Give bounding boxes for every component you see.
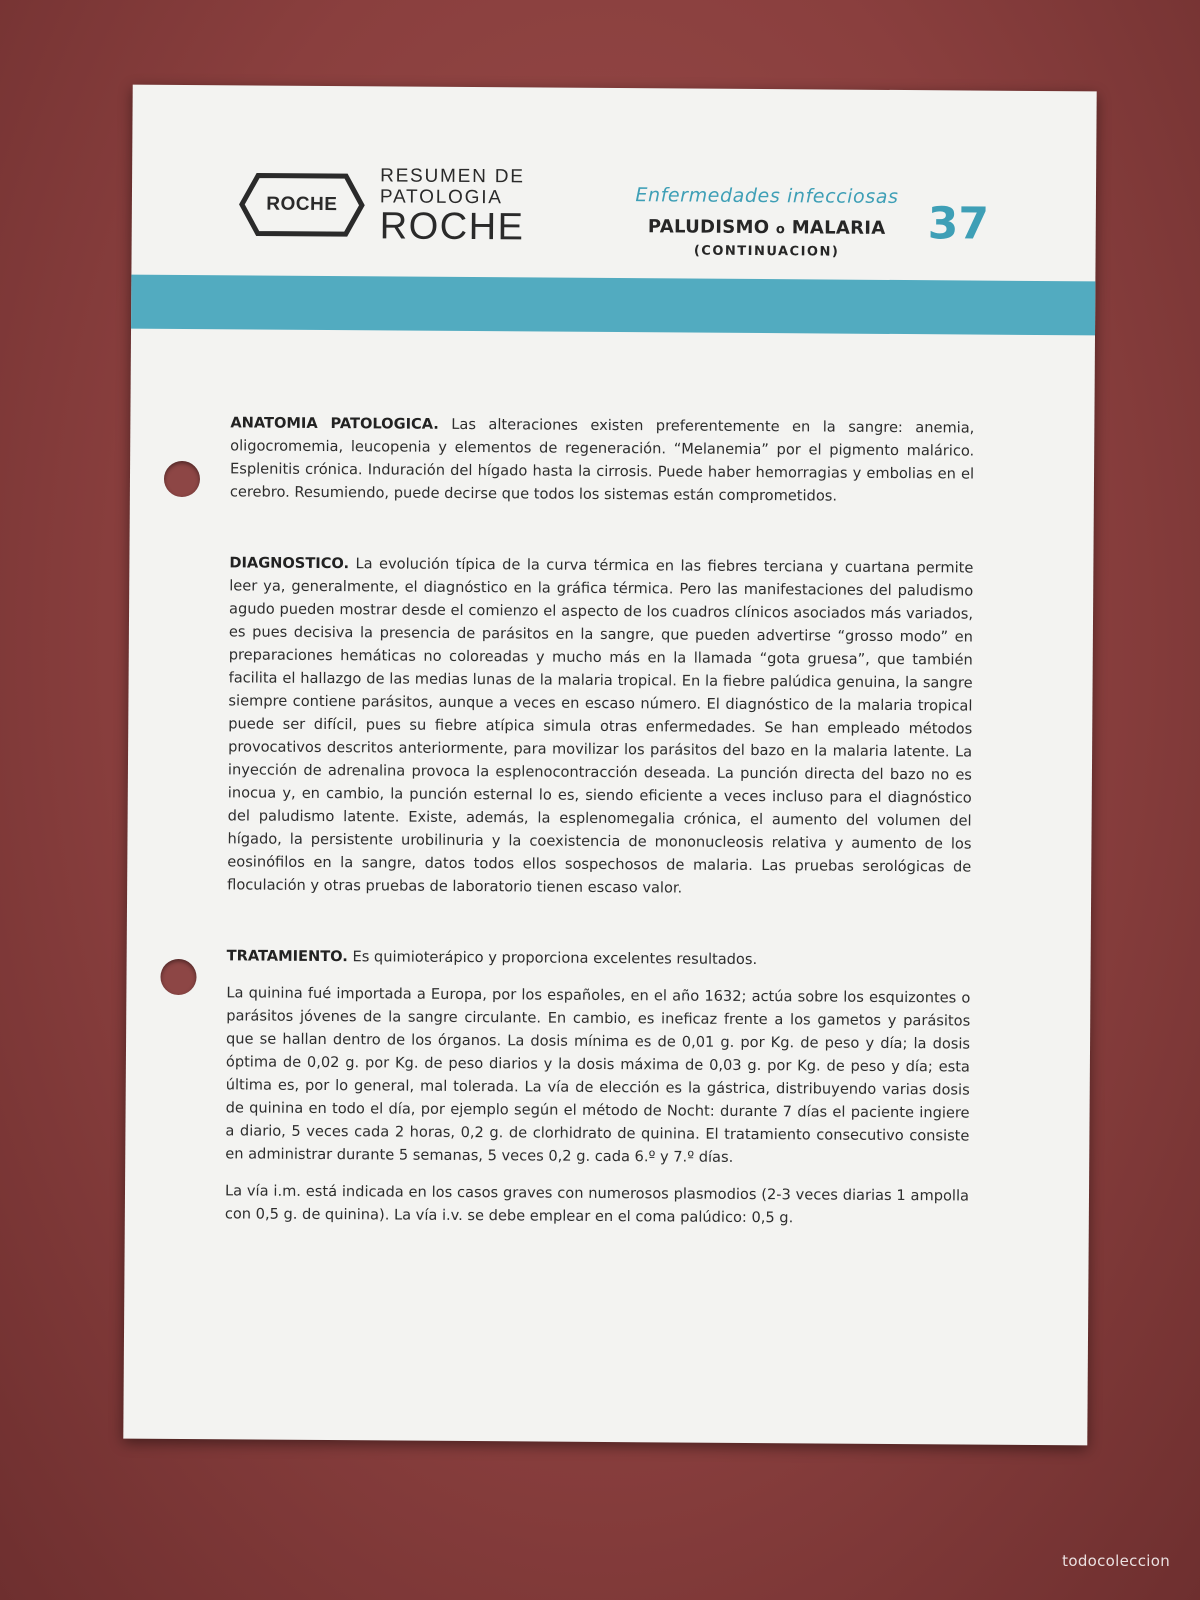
accent-band (131, 275, 1095, 336)
section-heading-tratamiento: TRATAMIENTO. (226, 947, 348, 966)
document-body (225, 411, 975, 1230)
section-tratamiento (227, 944, 971, 972)
series-line-2: PATOLOGIA (379, 186, 503, 209)
section-text-anatomia: Las alteraciones existen preferentemente en la sangre: anemia, oligocromemia, leucopenia y elementos de regeneración. “Melanemia” por el pigmento malárico. Esplenitis crónica. Induración del hígado hasta la cirrosis. Puede haber hemorragias y embolias en el cerebro. Resumiendo, puede decirse que todos los sistemas están comprometidos. (229, 415, 975, 505)
binder-hole-bottom (160, 959, 196, 995)
series-title (379, 165, 525, 249)
logo-text: ROCHE (266, 193, 338, 216)
title-connector: o (775, 222, 786, 238)
title-part-2: MALARIA (791, 217, 886, 239)
section-text-diagnostico: La evolución típica de la curva térmica en las fiebres terciana y cuartana permite leer ya, generalmente, el diagnóstico en la gráfica térmica. Pero las manifestaciones del paludismo agudo pueden mostrar desde el comienzo el aspecto de los cuadros clínicos asociados más variados, es pues decisiva la presencia de parásitos en la sangre, que pueden advertirse “grosso modo” en preparaciones hemáticas no coloreadas y mucho más en la llamada “gota gruesa”, que también facilita el hallazgo de las medias lunas de la malaria tropical. En la fiebre palúdica genuina, la sangre siempre contiene parásitos, aunque a veces en escaso número. El diagnóstico de la malaria tropical puede ser difícil, pues su fiebre atípica simula otras enfermedades. Se han empleado métodos provocativos descritos anteriormente, para movilizar los parásitos del bazo en la malaria latente. La inyección de adrenalina provoca la esplenocontracción deseada. La punción directa del bazo no es inocua y, en cambio, la punción esternal lo es, siendo eficiente a veces incluso para el diagnóstico del paludismo latente. Existe, además, la esplenomegalia crónica, el aumento del volumen del hígado, la persistente urobilinuria y la coexistencia de mononucleosis relativa y aumento de los eosinófilos en la sangre, datos todos ellos sospechosos de malaria. Las pruebas serológicas de floculación y otras pruebas de laboratorio tienen escaso valor. (227, 555, 974, 897)
title-part-1: PALUDISMO (647, 216, 770, 239)
document-title (622, 216, 912, 239)
section-text-tratamiento: Es quimioterápico y proporciona excelentes resultados. (352, 948, 758, 969)
tratamiento-paragraph-1: La quinina fué importada a Europa, por los españoles, en el año 1632; actúa sobre los esquizontes o parásitos jóvenes de la sangre circulante. En cambio, es ineficaz frente a los gametos y parásitos que se hallan dentro de los órganos. La dosis mínima es de 0,01 g. por Kg. de peso y día; la dosis óptima de 0,02 g. por Kg. de peso diarios y la dosis máxima de 0,03 g. por Kg. de peso y día; esta última es, por lo general, mal tolerada. La vía de elección es la gástrica, distribuyendo varias dosis de quinina en todo el día, por ejemplo según el método de Nocht: durante 7 días el paciente ingiere a diario, 5 veces cada 2 horas, 0,2 g. de clorhidrato de quinina. El tratamiento consecutivo consiste en administrar durante 5 semanas, 5 veces 0,2 g. cada 6.º y 7.º días. (225, 984, 971, 1166)
tratamiento-paragraph-2: La vía i.m. está indicada en los casos graves con numerosos plasmodios (2-3 veces diarias 1 ampolla con 0,5 g. de quinina). La vía i.v. se debe emplear en el coma palúdico: 0,5 g. (224, 1182, 970, 1227)
category-label: Enfermedades infecciosas (635, 184, 899, 209)
series-line-1: RESUMEN DE (380, 165, 525, 188)
binder-hole-top (164, 461, 200, 497)
document-heading (622, 184, 913, 260)
section-heading-diagnostico: DIAGNOSTICO. (229, 554, 350, 573)
page-number: 37 (927, 198, 990, 250)
section-diagnostico (227, 551, 973, 901)
document-sheet (123, 85, 1096, 1446)
series-line-3: ROCHE (379, 205, 525, 249)
section-heading-anatomia: ANATOMIA PATOLOGICA. (230, 414, 439, 433)
roche-logo (238, 171, 366, 238)
watermark: todocoleccion (1062, 1552, 1170, 1570)
section-anatomia (230, 411, 975, 508)
document-subtitle: (CONTINUACION) (693, 243, 840, 260)
